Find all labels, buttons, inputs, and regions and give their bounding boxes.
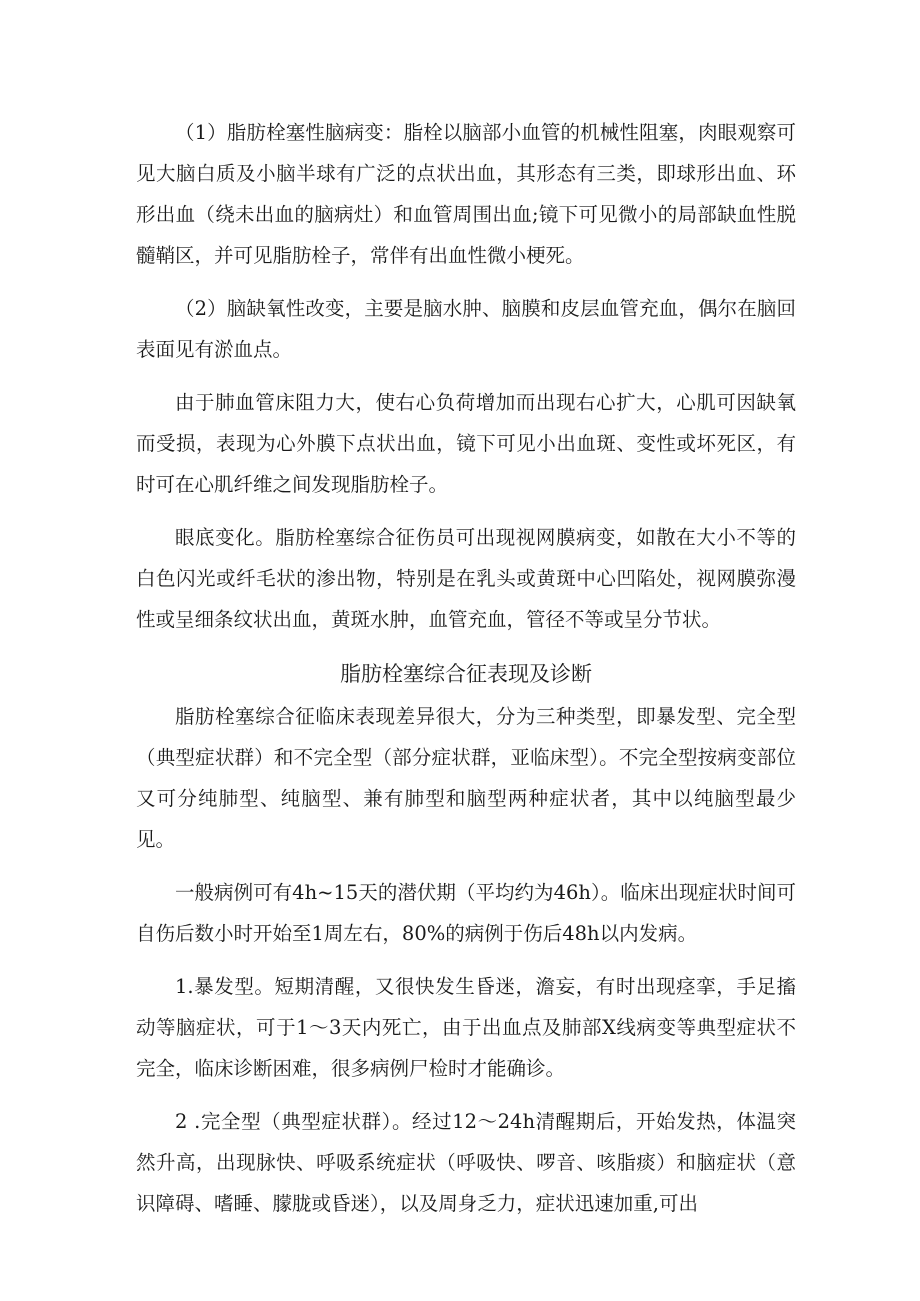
paragraph-complete-type: 2 .完全型（典型症状群）。经过12～24h清醒期后，开始发热，体温突然升高，出现脉快、呼吸系统症状（呼吸快、啰音、咳脂痰）和脑症状（意识障碍、嗜睡、朦胧或昏迷），以及周身乏力，症状迅速加重,可出: [136, 1110, 796, 1215]
paragraph-clinical-types: 脂肪栓塞综合征临床表现差异很大，分为三种类型，即暴发型、完全型（典型症状群）和不完全型（部分症状群，亚临床型）。不完全型按病变部位又可分纯肺型、纯脑型、兼有肺型和脑型两种症状者，其中以纯脑型最少见。: [136, 705, 796, 851]
paragraph-brain-fat-embolism: （1）脂肪栓塞性脑病变：脂栓以脑部小血管的机械性阻塞，肉眼观察可见大脑白质及小脑半球有广泛的点状出血，其形态有三类，即球形出血、环形出血（绕未出血的脑病灶）和血管周围出血;镜下可见微小的局部缺血性脱髓鞘区，并可见脂肪栓子，常伴有出血性微小梗死。: [136, 121, 796, 267]
section-heading: 脂肪栓塞综合征表现及诊断: [340, 662, 592, 686]
paragraph-incubation: 一般病例可有4h~15天的潜伏期（平均约为46h）。临床出现症状时间可自伤后数小时开始至1周左右，80%的病例于伤后48h以内发病。: [136, 881, 796, 945]
paragraph-fulminant-type: 1.暴发型。短期清醒，又很快发生昏迷，澹妄，有时出现痉挛，手足搐动等脑症状，可于1～3天内死亡，由于出血点及肺部X线病变等典型症状不完全，临床诊断困难，很多病例尸检时才能确诊。: [136, 975, 796, 1080]
paragraph-heart-changes: 由于肺血管床阻力大，使右心负荷增加而出现右心扩大，心肌可因缺氧而受损，表现为心外膜下点状出血，镜下可见小出血斑、变性或坏死区，有时可在心肌纤维之间发现脂肪栓子。: [136, 391, 796, 496]
paragraph-brain-hypoxia: （2）脑缺氧性改变，主要是脑水肿、脑膜和皮层血管充血，偶尔在脑回表面见有淤血点。: [136, 297, 796, 361]
document-page: [136, 112, 796, 1236]
paragraph-fundus-changes: 眼底变化。脂肪栓塞综合征伤员可出现视网膜病变，如散在大小不等的白色闪光或纤毛状的渗出物，特别是在乳头或黄斑中心凹陷处，视网膜弥漫性或呈细条纹状出血，黄斑水肿，血管充血，管径不等或呈分节状。: [136, 526, 796, 631]
